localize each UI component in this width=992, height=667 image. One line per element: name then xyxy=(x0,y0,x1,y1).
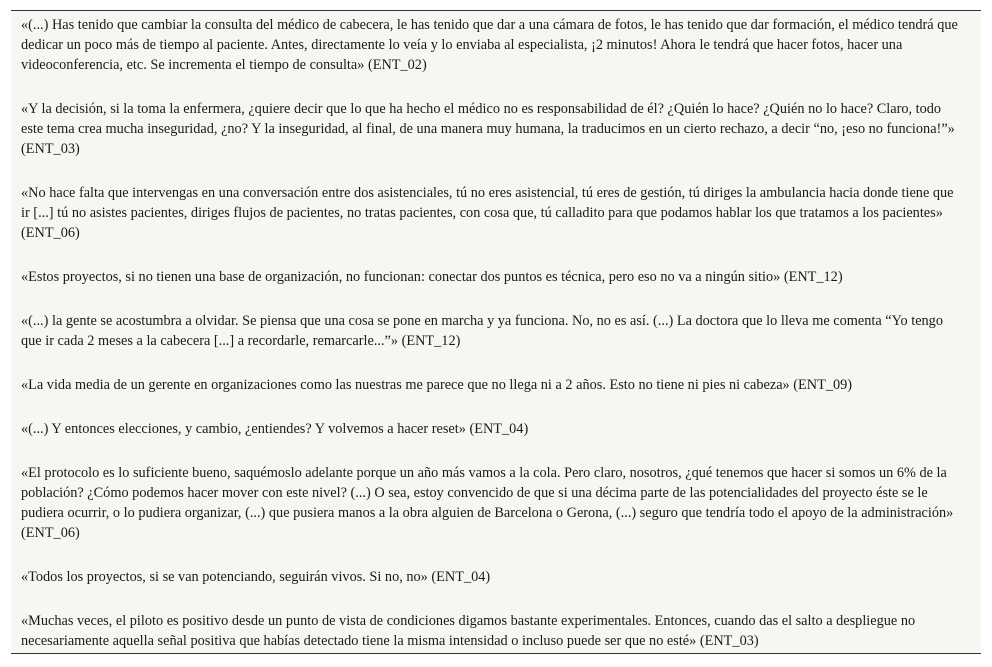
quote-box xyxy=(11,10,981,654)
quote-ent03-b: «Muchas veces, el piloto es positivo desde un punto de vista de condiciones digamos bastante experimentales. Entonces, cuando das el salto a despliegue no necesariamente aquella señal positiva que habías detectado tiene la misma intensidad o incluso puede ser que no esté» (ENT_03) xyxy=(21,613,916,649)
quote-ent12-a: «Estos proyectos, si no tienen una base de organización, no funcionan: conectar dos puntos es técnica, pero eso no va a ningún sitio» (ENT_12) xyxy=(21,269,843,285)
quote-ent04-a: «(...) Y entonces elecciones, y cambio, ¿entiendes? Y volvemos a hacer reset» (ENT_04) xyxy=(21,421,529,437)
quote-ent12-b: «(...) la gente se acostumbra a olvidar. Se piensa que una cosa se pone en marcha y ya funciona. No, no es así. (...) La doctora que lo lleva me comenta “Yo tengo que ir cada 2 meses a la cabecera [...] a recordarle, remarcarle...”» (ENT_12) xyxy=(21,313,943,349)
quote-ent06-a: «No hace falta que intervengas en una conversación entre dos asistenciales, tú no eres asistencial, tú eres de gestión, tú diriges la ambulancia hacia donde tiene que ir [...] tú no asistes pacientes, diriges flujos de pacientes, no tratas pacientes, con cosa que, tú calladito para que podamos hablar los que tratamos a los pacientes» (ENT_06) xyxy=(21,185,954,241)
quote-ent02: «(...) Has tenido que cambiar la consulta del médico de cabecera, le has tenido que dar a una cámara de fotos, le has tenido que dar formación, el médico tendrá que dedicar un poco más de tiempo al paciente. Antes, directamente lo veía y lo enviaba al especialista, ¡2 minutos! Ahora le tendrá que hacer fotos, hacer una videoconferencia, etc. Se incrementa el tiempo de consulta» (ENT_02) xyxy=(21,17,958,73)
quote-ent04-b: «Todos los proyectos, si se van potenciando, seguirán vivos. Si no, no» (ENT_04) xyxy=(21,569,491,585)
quote-ent03-a: «Y la decisión, si la toma la enfermera, ¿quiere decir que lo que ha hecho el médico no es responsabilidad de él? ¿Quién lo hace? ¿Quién no lo hace? Claro, todo este tema crea mucha inseguridad, ¿no? Y la inseguridad, al final, de una manera muy humana, la traducimos en un cierto rechazo, a decir “no, ¡eso no funciona!”» (ENT_03) xyxy=(21,101,955,157)
quote-ent06-b: «El protocolo es lo suficiente bueno, saquémoslo adelante porque un año más vamos a la cola. Pero claro, nosotros, ¿qué tenemos que hacer si somos un 6% de la población? ¿Cómo podemos hacer mover con este nivel? (...) O sea, estoy convencido de que si una décima parte de las potencialidades del proyecto éste se le pudiera ocurrir, o lo pudiera organizar, (...) que pusiera manos a la obra alguien de Barcelona o Gerona, (...) seguro que tendría todo el apoyo de la administración» (ENT_06) xyxy=(21,465,954,541)
quote-ent09: «La vida media de un gerente en organizaciones como las nuestras me parece que no llega ni a 2 años. Esto no tiene ni pies ni cabeza» (ENT_09) xyxy=(21,377,853,393)
